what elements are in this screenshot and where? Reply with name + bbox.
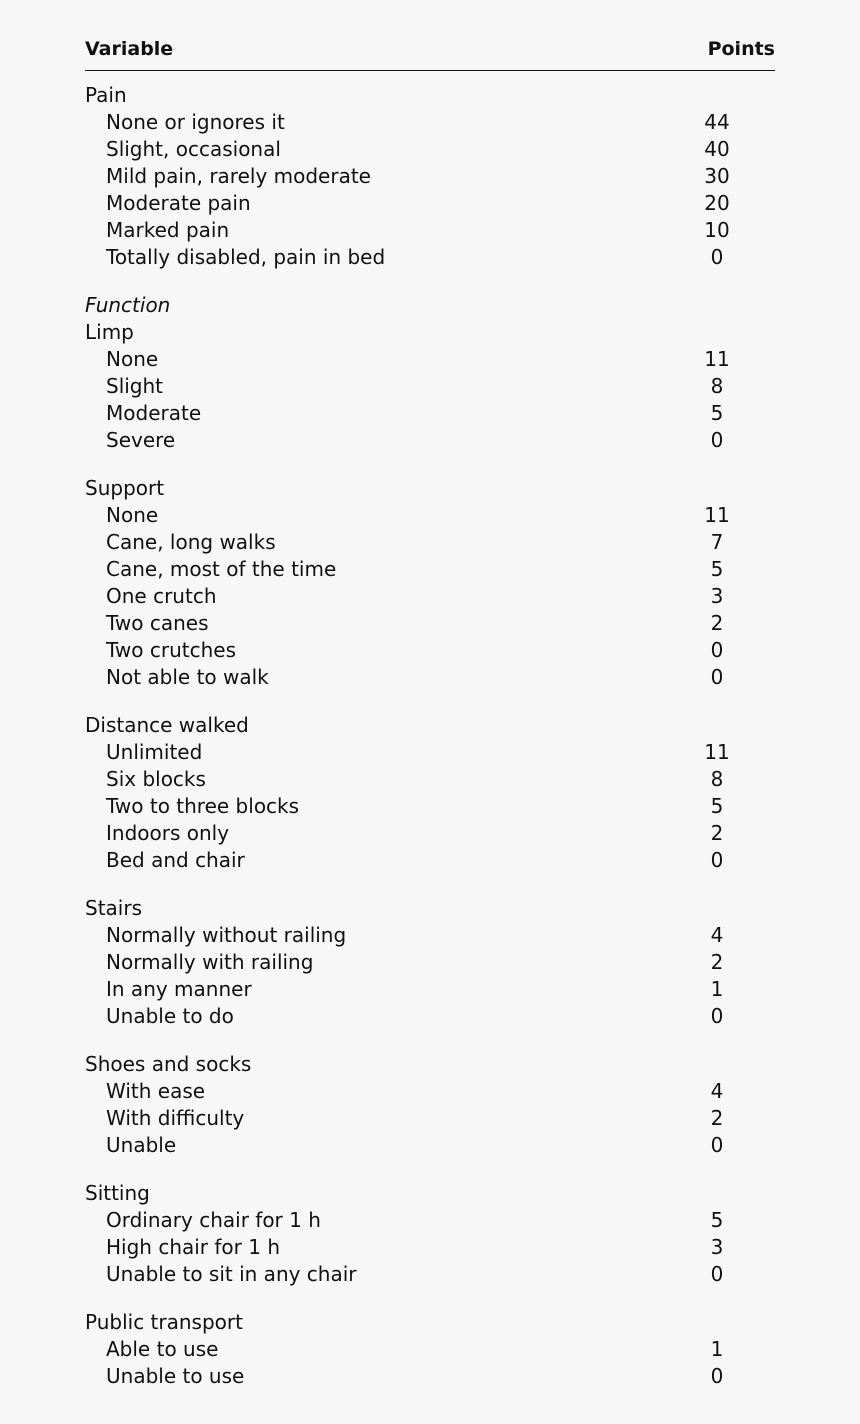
table-row (85, 1234, 775, 1261)
item-points: 2 (710, 950, 724, 974)
item-label: With difficulty (106, 1106, 245, 1130)
item-points: 0 (710, 1364, 724, 1388)
item-points: 40 (704, 137, 730, 161)
item-points: 5 (710, 401, 724, 425)
group-spacer (85, 1030, 775, 1051)
item-points: 20 (704, 191, 730, 215)
table-row (85, 949, 775, 976)
scoring-table (85, 30, 775, 1390)
item-label: Two canes (106, 611, 209, 635)
item-label: Moderate pain (106, 191, 251, 215)
item-points: 44 (704, 110, 730, 134)
item-label: Six blocks (106, 767, 206, 791)
group-row (85, 1051, 775, 1078)
table-row (85, 1132, 775, 1159)
item-label: Cane, long walks (106, 530, 276, 554)
table-row (85, 1363, 775, 1390)
item-points: 0 (710, 1262, 724, 1286)
item-label: Not able to walk (106, 665, 269, 689)
item-label: Normally with railing (106, 950, 314, 974)
item-label: In any manner (106, 977, 252, 1001)
item-label: One crutch (106, 584, 217, 608)
table-row (85, 217, 775, 244)
item-label: Unable (106, 1133, 177, 1157)
table-row (85, 163, 775, 190)
item-label: High chair for 1 h (106, 1235, 281, 1259)
item-label: Totally disabled, pain in bed (106, 245, 386, 269)
item-points: 0 (710, 1004, 724, 1028)
table-row (85, 529, 775, 556)
item-points: 11 (704, 740, 730, 764)
item-points: 0 (710, 428, 724, 452)
item-points: 0 (710, 665, 724, 689)
group-spacer (85, 1159, 775, 1180)
table-body (85, 71, 775, 1390)
table-row (85, 976, 775, 1003)
table-row (85, 820, 775, 847)
group-spacer (85, 454, 775, 475)
item-points: 5 (710, 1208, 724, 1232)
group-label: Pain (85, 83, 127, 107)
item-label: Unable to sit in any chair (106, 1262, 357, 1286)
item-points: 2 (710, 821, 724, 845)
item-points: 1 (710, 1337, 724, 1361)
group-label: Limp (85, 320, 134, 344)
group-label: Sitting (85, 1181, 150, 1205)
group-row (85, 475, 775, 502)
item-label: Mild pain, rarely moderate (106, 164, 371, 188)
group-spacer (85, 691, 775, 712)
item-label: Able to use (106, 1337, 219, 1361)
table-row (85, 1078, 775, 1105)
table-row (85, 583, 775, 610)
item-label: Moderate (106, 401, 202, 425)
group-label: Public transport (85, 1310, 243, 1334)
table-row (85, 847, 775, 874)
table-row (85, 136, 775, 163)
table-row (85, 373, 775, 400)
table-row (85, 190, 775, 217)
group-spacer (85, 874, 775, 895)
item-points: 30 (704, 164, 730, 188)
table-row (85, 610, 775, 637)
item-points: 4 (710, 1079, 724, 1103)
item-points: 3 (710, 584, 724, 608)
table-row (85, 739, 775, 766)
table-row (85, 427, 775, 454)
item-points: 11 (704, 347, 730, 371)
item-label: None (106, 347, 159, 371)
table-row (85, 664, 775, 691)
table-row (85, 1207, 775, 1234)
group-row (85, 319, 775, 346)
item-points: 5 (710, 557, 724, 581)
item-label: Slight, occasional (106, 137, 281, 161)
item-label: Normally without railing (106, 923, 347, 947)
item-points: 5 (710, 794, 724, 818)
table-row (85, 793, 775, 820)
item-label: Unable to use (106, 1364, 245, 1388)
section-heading-label: Function (85, 293, 171, 317)
item-label: With ease (106, 1079, 206, 1103)
table-row (85, 1003, 775, 1030)
table-row (85, 1105, 775, 1132)
item-points: 1 (710, 977, 724, 1001)
table-row (85, 1336, 775, 1363)
variable-column-header: Variable (85, 38, 174, 60)
item-points: 0 (710, 245, 724, 269)
table-row (85, 244, 775, 271)
item-label: Severe (106, 428, 176, 452)
group-label: Support (85, 476, 165, 500)
table-row (85, 1261, 775, 1288)
item-label: Two crutches (106, 638, 236, 662)
points-column-header: Points (707, 38, 775, 60)
table-row (85, 556, 775, 583)
item-label: None (106, 503, 159, 527)
item-points: 11 (704, 503, 730, 527)
item-label: Two to three blocks (106, 794, 300, 818)
item-label: Marked pain (106, 218, 230, 242)
item-points: 2 (710, 1106, 724, 1130)
group-row (85, 712, 775, 739)
table-row (85, 502, 775, 529)
item-points: 10 (704, 218, 730, 242)
table-header (85, 30, 775, 71)
group-row (85, 895, 775, 922)
item-points: 0 (710, 638, 724, 662)
item-label: Cane, most of the time (106, 557, 337, 581)
item-points: 3 (710, 1235, 724, 1259)
section-heading (85, 292, 775, 319)
table-row (85, 637, 775, 664)
item-label: Unable to do (106, 1004, 234, 1028)
item-points: 0 (710, 1133, 724, 1157)
item-label: Ordinary chair for 1 h (106, 1208, 321, 1232)
group-row (85, 82, 775, 109)
table-row (85, 922, 775, 949)
item-label: Slight (106, 374, 164, 398)
item-label: Bed and chair (106, 848, 245, 872)
item-label: None or ignores it (106, 110, 285, 134)
item-label: Unlimited (106, 740, 203, 764)
group-label: Distance walked (85, 713, 249, 737)
table-row (85, 400, 775, 427)
item-points: 0 (710, 848, 724, 872)
item-points: 8 (710, 767, 724, 791)
table-row (85, 766, 775, 793)
group-row (85, 1180, 775, 1207)
item-points: 4 (710, 923, 724, 947)
item-label: Indoors only (106, 821, 230, 845)
item-points: 8 (710, 374, 724, 398)
group-spacer (85, 1288, 775, 1309)
group-spacer (85, 271, 775, 292)
group-row (85, 1309, 775, 1336)
group-label: Stairs (85, 896, 142, 920)
item-points: 2 (710, 611, 724, 635)
table-row (85, 346, 775, 373)
group-label: Shoes and socks (85, 1052, 252, 1076)
item-points: 7 (710, 530, 724, 554)
table-row (85, 109, 775, 136)
